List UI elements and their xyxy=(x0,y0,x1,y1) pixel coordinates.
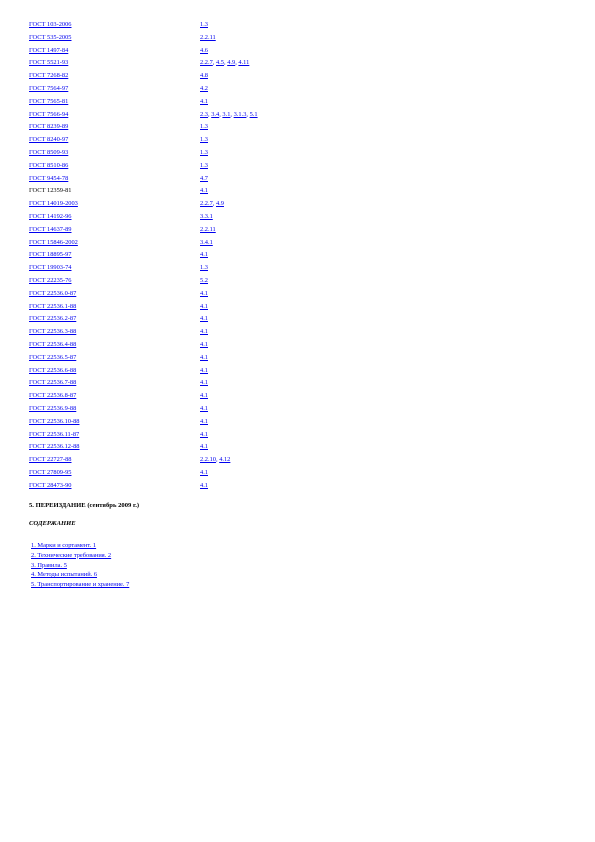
clause-separator: , xyxy=(212,200,216,208)
clause-link[interactable]: 3.4.1 xyxy=(200,238,213,246)
clause-link[interactable]: 4.1 xyxy=(200,468,208,476)
document-link[interactable]: ГОСТ 15846-2002 xyxy=(29,238,78,246)
reference-row xyxy=(29,185,258,198)
reference-clauses-cell xyxy=(200,365,258,378)
reference-doc-cell xyxy=(29,211,200,224)
reference-row xyxy=(29,121,258,134)
reference-row xyxy=(29,32,258,45)
clause-separator: , xyxy=(208,110,212,118)
clause-link[interactable]: 4.1 xyxy=(200,289,208,297)
clause-link[interactable]: 1.3 xyxy=(200,264,208,272)
clause-link[interactable]: 4.1 xyxy=(200,443,208,451)
reference-clauses-cell xyxy=(200,173,258,186)
reference-doc-cell xyxy=(29,288,200,301)
reference-doc-cell xyxy=(29,275,200,288)
document-link[interactable]: ГОСТ 7566-94 xyxy=(29,110,69,118)
reference-row xyxy=(29,70,258,83)
reference-doc-cell xyxy=(29,467,200,480)
reference-doc-cell xyxy=(29,326,200,339)
clause-separator: , xyxy=(230,110,234,118)
reference-row xyxy=(29,211,258,224)
reference-doc-cell xyxy=(29,121,200,134)
reference-doc-cell xyxy=(29,365,200,378)
reference-row xyxy=(29,429,258,442)
reference-doc-cell xyxy=(29,237,200,250)
reference-clauses-cell xyxy=(200,32,258,45)
reference-doc-cell xyxy=(29,249,200,262)
clause-link[interactable]: 2.2.7 xyxy=(200,200,213,208)
clause-link[interactable]: 4.11 xyxy=(238,59,250,67)
clause-link[interactable]: 4.1 xyxy=(200,392,208,400)
reference-clauses-cell xyxy=(200,416,258,429)
toc-item[interactable]: 5. Транспортирование и хранение. 7 xyxy=(31,581,130,589)
clause-separator: , xyxy=(223,59,228,67)
reference-clauses-cell xyxy=(200,224,258,237)
reference-clauses-cell xyxy=(200,147,258,160)
reference-doc-cell xyxy=(29,96,200,109)
clause-link[interactable]: 4.1 xyxy=(200,481,208,489)
reference-row xyxy=(29,249,258,262)
document-link[interactable]: ГОСТ 22536.7-88 xyxy=(29,379,77,387)
reference-row xyxy=(29,288,258,301)
reference-row xyxy=(29,83,258,96)
reference-doc-cell xyxy=(29,173,200,186)
document-link[interactable]: ГОСТ 9454-78 xyxy=(29,174,69,182)
reference-doc-cell xyxy=(29,160,200,173)
document-link[interactable]: ГОСТ 8509-93 xyxy=(29,148,69,156)
reference-doc-cell xyxy=(29,134,200,147)
reference-clauses-cell xyxy=(200,237,258,250)
reference-row xyxy=(29,134,258,147)
reference-row xyxy=(29,467,258,480)
reference-row xyxy=(29,352,258,365)
reference-doc-cell xyxy=(29,198,200,211)
reissue-note: 5. ПЕРЕИЗДАНИЕ (сентябрь 2009 г.) xyxy=(29,502,140,509)
reference-clauses-cell xyxy=(200,160,258,173)
toc-list xyxy=(31,541,129,590)
reference-doc-cell xyxy=(29,454,200,467)
document-link[interactable]: ГОСТ 22727-88 xyxy=(29,456,72,464)
clause-link[interactable]: 2.2.10 xyxy=(200,456,216,464)
clause-link[interactable]: 4.1 xyxy=(200,328,208,336)
toc-item[interactable]: 3. Правила. 5 xyxy=(31,561,67,569)
reference-row xyxy=(29,45,258,58)
reference-clauses-cell xyxy=(200,211,258,224)
clause-link[interactable]: 4.7 xyxy=(200,174,208,182)
reference-clauses-cell xyxy=(200,57,258,70)
clause-separator: , xyxy=(219,110,223,118)
reference-clauses-cell xyxy=(200,96,258,109)
document-link[interactable]: ГОСТ 18895-97 xyxy=(29,251,72,259)
reference-row xyxy=(29,403,258,416)
reference-row xyxy=(29,173,258,186)
clause-link[interactable]: 4.8 xyxy=(200,72,208,80)
document-link[interactable]: ГОСТ 14192-96 xyxy=(29,212,72,220)
reference-row xyxy=(29,19,258,32)
clause-link[interactable]: 3.1 xyxy=(222,110,231,118)
clause-link[interactable]: 4.1 xyxy=(200,187,208,195)
clause-link[interactable]: 4.5 xyxy=(215,59,224,67)
reference-clauses-cell xyxy=(200,45,258,58)
reference-doc-cell xyxy=(29,339,200,352)
reference-row xyxy=(29,454,258,467)
document-link[interactable]: ГОСТ 22536.0-87 xyxy=(29,289,77,297)
reference-doc-cell xyxy=(29,147,200,160)
reference-doc-cell xyxy=(29,109,200,122)
document-link[interactable]: ГОСТ 103-2006 xyxy=(29,21,72,28)
document-link[interactable]: ГОСТ 27809-95 xyxy=(29,468,72,476)
document-link[interactable]: ГОСТ 8239-89 xyxy=(29,123,69,131)
reference-clauses-cell xyxy=(200,301,258,314)
clause-link[interactable]: 4.12 xyxy=(219,456,231,464)
reference-clauses-cell xyxy=(200,262,258,275)
clause-link[interactable]: 4.1 xyxy=(200,315,208,323)
document-link[interactable]: ГОСТ 19903-74 xyxy=(29,264,72,272)
clause-link[interactable]: 4.1 xyxy=(200,302,208,310)
document-link[interactable]: ГОСТ 22536.4-88 xyxy=(29,340,77,348)
clause-link[interactable]: 4.9 xyxy=(227,59,236,67)
document-link[interactable]: ГОСТ 14019-2003 xyxy=(29,200,78,208)
reference-clauses-cell xyxy=(200,198,258,211)
clause-separator: , xyxy=(235,59,239,67)
reference-table xyxy=(29,19,258,492)
reference-doc-cell xyxy=(29,45,200,58)
reference-clauses-cell xyxy=(200,441,258,454)
document-link[interactable]: ГОСТ 22536.6-88 xyxy=(29,366,77,374)
reference-doc-cell xyxy=(29,224,200,237)
document-link[interactable]: ГОСТ 7565-81 xyxy=(29,97,69,105)
clause-link[interactable]: 1.3 xyxy=(200,161,208,169)
clause-link[interactable]: 4.9 xyxy=(215,200,224,208)
reference-doc-cell xyxy=(29,352,200,365)
clause-link[interactable]: 4.1 xyxy=(200,366,208,374)
reference-row xyxy=(29,339,258,352)
reference-row xyxy=(29,313,258,326)
reference-row xyxy=(29,301,258,314)
document-link[interactable]: ГОСТ 22536.9-88 xyxy=(29,404,77,412)
clause-link[interactable]: 4.2 xyxy=(200,84,208,92)
reference-doc-cell xyxy=(29,480,200,493)
toc-title: СОДЕРЖАНИЕ xyxy=(29,520,76,527)
clause-link[interactable]: 4.6 xyxy=(200,46,208,54)
reference-clauses-cell xyxy=(200,109,258,122)
reference-doc-cell xyxy=(29,390,200,403)
reference-doc-cell xyxy=(29,70,200,83)
reference-row xyxy=(29,275,258,288)
reference-row xyxy=(29,109,258,122)
clause-separator: , xyxy=(212,59,216,67)
document-link[interactable]: ГОСТ 22536.12-88 xyxy=(29,443,80,451)
reference-row xyxy=(29,160,258,173)
clause-link[interactable]: 4.1 xyxy=(200,353,208,361)
document-link: ГОСТ 12359-81 xyxy=(29,187,72,195)
clause-link[interactable]: 2.2.11 xyxy=(200,33,216,41)
reference-doc-cell xyxy=(29,429,200,442)
clause-link[interactable]: 5.1 xyxy=(249,110,258,118)
reference-doc-cell xyxy=(29,83,200,96)
reference-clauses-cell xyxy=(200,70,258,83)
document-link[interactable]: ГОСТ 8510-86 xyxy=(29,161,69,169)
reference-clauses-cell xyxy=(200,83,258,96)
reference-clauses-cell xyxy=(200,352,258,365)
reference-doc-cell xyxy=(29,19,200,32)
document-link[interactable]: ГОСТ 22536.10-88 xyxy=(29,417,80,425)
reference-doc-cell xyxy=(29,32,200,45)
reference-clauses-cell xyxy=(200,403,258,416)
reference-row xyxy=(29,262,258,275)
clause-link[interactable]: 2.2.7 xyxy=(200,59,213,67)
reference-clauses-cell xyxy=(200,326,258,339)
document-link[interactable]: ГОСТ 22536.8-87 xyxy=(29,392,77,400)
reference-clauses-cell xyxy=(200,19,258,32)
reference-clauses-cell xyxy=(200,275,258,288)
reference-clauses-cell xyxy=(200,339,258,352)
clause-link[interactable]: 4.1 xyxy=(200,251,208,259)
toc-item[interactable]: 4. Методы испытаний. 6 xyxy=(31,571,98,579)
document-link[interactable]: ГОСТ 1497-84 xyxy=(29,46,69,54)
reference-row xyxy=(29,237,258,250)
reference-clauses-cell xyxy=(200,467,258,480)
clause-link[interactable]: 3.1.3 xyxy=(233,110,247,118)
reference-doc-cell xyxy=(29,377,200,390)
clause-link[interactable]: 3.4 xyxy=(211,110,220,118)
reference-doc-cell xyxy=(29,441,200,454)
reference-row xyxy=(29,224,258,237)
clause-link[interactable]: 2.3 xyxy=(200,110,208,118)
document-link[interactable]: ГОСТ 22536.3-88 xyxy=(29,328,77,336)
reference-clauses-cell xyxy=(200,429,258,442)
clause-link[interactable]: 4.1 xyxy=(200,417,208,425)
clause-link[interactable]: 1.3 xyxy=(200,148,208,156)
clause-separator: , xyxy=(246,110,250,118)
reference-row xyxy=(29,326,258,339)
reference-row xyxy=(29,365,258,378)
reference-clauses-cell xyxy=(200,134,258,147)
clause-link[interactable]: 3.3.1 xyxy=(200,212,213,220)
document-link[interactable]: ГОСТ 22235-76 xyxy=(29,276,72,284)
reference-clauses-cell xyxy=(200,377,258,390)
document-link[interactable]: ГОСТ 22536.2-87 xyxy=(29,315,77,323)
document-link[interactable]: ГОСТ 22536.1-88 xyxy=(29,302,77,310)
reference-clauses-cell xyxy=(200,249,258,262)
reference-row xyxy=(29,147,258,160)
document-link[interactable]: ГОСТ 7268-82 xyxy=(29,72,69,80)
reference-row xyxy=(29,96,258,109)
reference-doc-cell xyxy=(29,416,200,429)
reference-doc-cell xyxy=(29,185,200,198)
document-link[interactable]: ГОСТ 14637-89 xyxy=(29,225,72,233)
document-link[interactable]: ГОСТ 7564-97 xyxy=(29,84,69,92)
reference-doc-cell xyxy=(29,301,200,314)
reference-clauses-cell xyxy=(200,288,258,301)
clause-link[interactable]: 1.3 xyxy=(200,136,208,144)
clause-link[interactable]: 5.2 xyxy=(200,276,208,284)
toc-item[interactable]: 2. Технические требования. 2 xyxy=(31,551,112,559)
reference-doc-cell xyxy=(29,403,200,416)
document-link[interactable]: ГОСТ 535-2005 xyxy=(29,33,72,41)
reference-row xyxy=(29,377,258,390)
reference-row xyxy=(29,441,258,454)
document-link[interactable]: ГОСТ 8240-97 xyxy=(29,136,69,144)
toc-item[interactable]: 1. Марки и сортамент. 1 xyxy=(31,542,97,549)
clause-link[interactable]: 1.3 xyxy=(200,123,208,131)
clause-link[interactable]: 4.1 xyxy=(200,340,208,348)
clause-link[interactable]: 4.1 xyxy=(200,379,208,387)
document-link[interactable]: ГОСТ 22536.11-87 xyxy=(29,430,80,438)
reference-doc-cell xyxy=(29,57,200,70)
reference-clauses-cell xyxy=(200,390,258,403)
clause-link[interactable]: 4.1 xyxy=(200,97,208,105)
reference-clauses-cell xyxy=(200,185,258,198)
reference-row xyxy=(29,57,258,70)
clause-separator: , xyxy=(215,456,220,464)
reference-doc-cell xyxy=(29,313,200,326)
reference-clauses-cell xyxy=(200,454,258,467)
clause-link[interactable]: 2.2.11 xyxy=(200,225,216,233)
document-link[interactable]: ГОСТ 5521-93 xyxy=(29,59,69,67)
reference-clauses-cell xyxy=(200,121,258,134)
clause-link[interactable]: 4.1 xyxy=(200,430,208,438)
document-link[interactable]: ГОСТ 22536.5-87 xyxy=(29,353,77,361)
reference-clauses-cell xyxy=(200,313,258,326)
reference-row xyxy=(29,198,258,211)
document-link[interactable]: ГОСТ 28473-90 xyxy=(29,481,72,489)
reference-row xyxy=(29,416,258,429)
reference-row xyxy=(29,480,258,493)
reference-row xyxy=(29,390,258,403)
clause-link[interactable]: 1.3 xyxy=(200,21,208,28)
reference-clauses-cell xyxy=(200,480,258,493)
reference-doc-cell xyxy=(29,262,200,275)
clause-link[interactable]: 4.1 xyxy=(200,404,208,412)
